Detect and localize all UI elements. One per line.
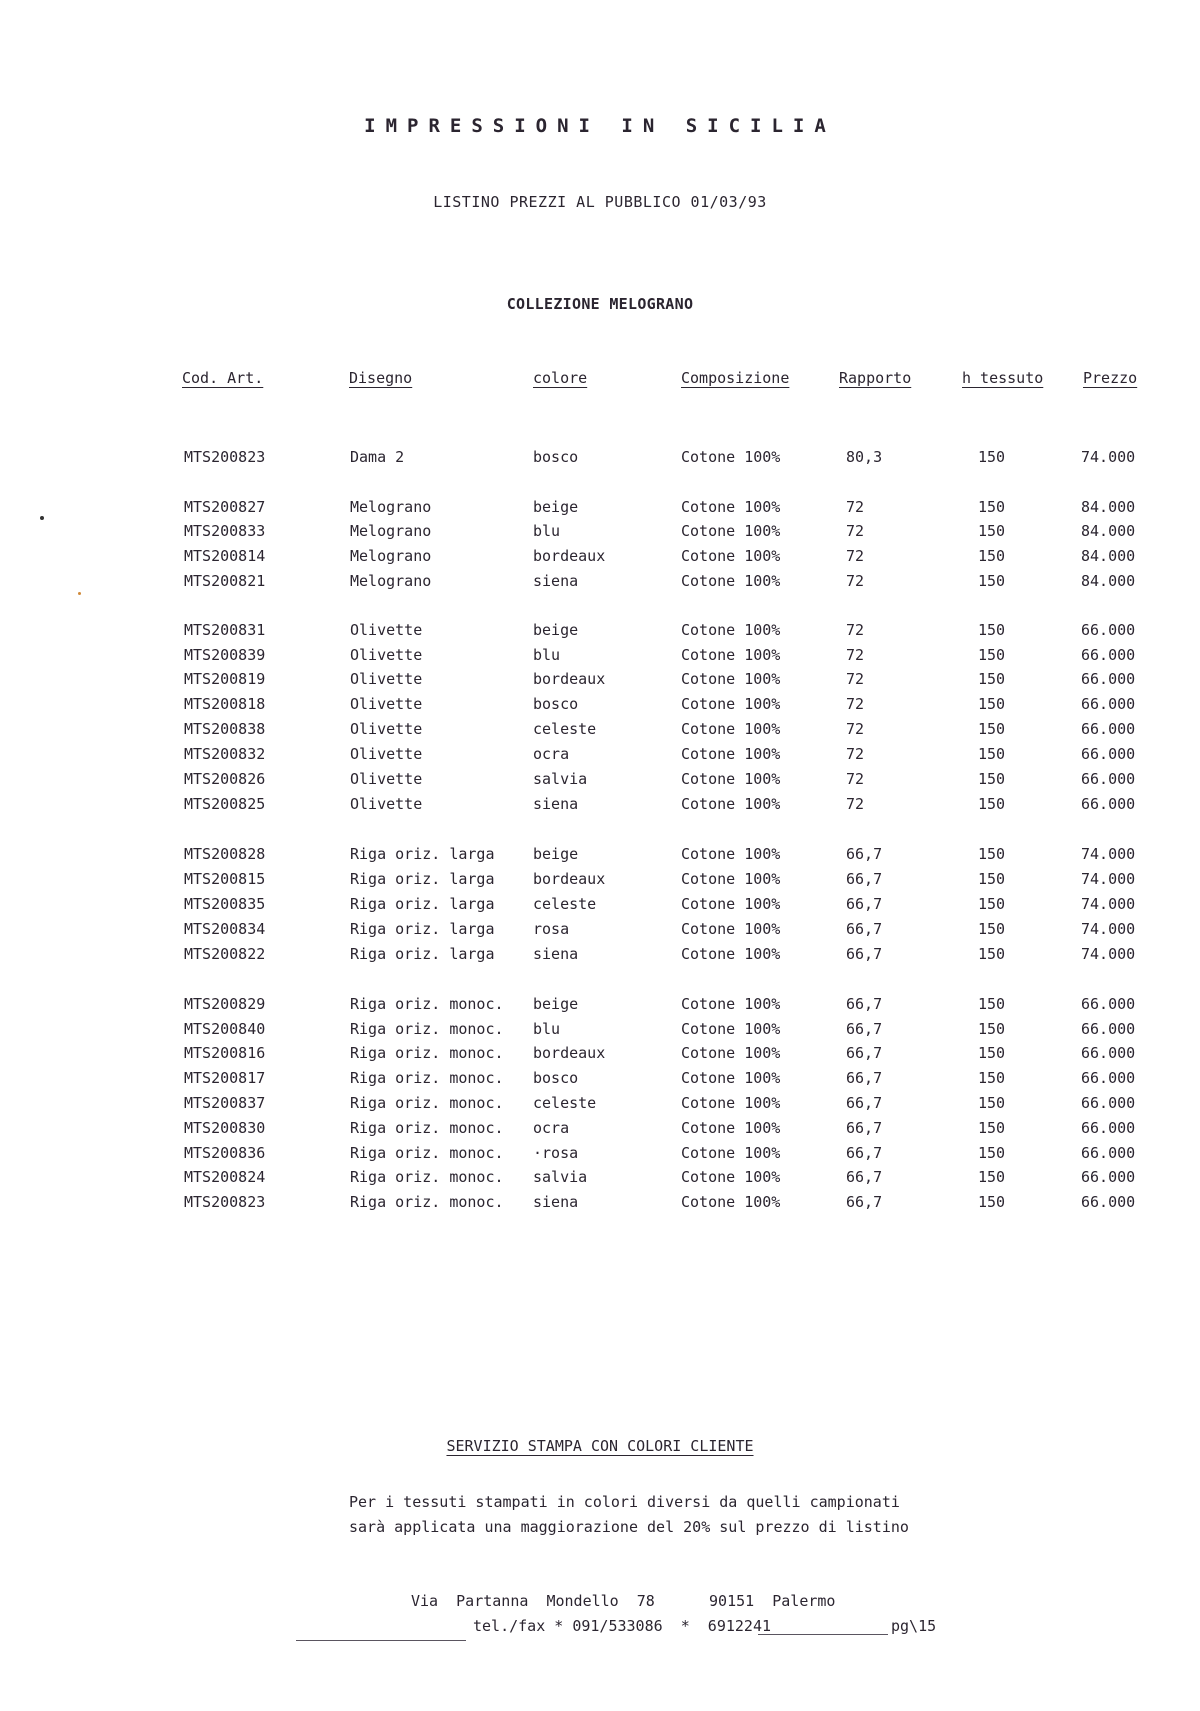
- fabric-height: 150: [978, 1094, 1006, 1112]
- article-code: MTS200824: [184, 1168, 266, 1186]
- table-row: [0, 795, 1200, 817]
- fabric-height: 150: [978, 920, 1006, 938]
- color-name: ocra: [533, 1119, 570, 1137]
- article-code: MTS200814: [184, 547, 266, 565]
- color-name: blu: [533, 522, 561, 540]
- composition: Cotone 100%: [681, 1168, 781, 1186]
- color-name: ocra: [533, 745, 570, 763]
- color-name: bordeaux: [533, 1044, 606, 1062]
- price-value: 74.000: [1081, 920, 1136, 938]
- design-name: Riga oriz. larga: [350, 870, 495, 888]
- price-value: 66.000: [1081, 995, 1136, 1013]
- column-header-repeat: Rapporto: [839, 369, 912, 387]
- document-title: IMPRESSIONI IN SICILIA: [364, 115, 836, 137]
- composition: Cotone 100%: [681, 770, 781, 788]
- color-name: celeste: [533, 895, 597, 913]
- design-name: Melograno: [350, 498, 432, 516]
- fabric-height: 150: [978, 547, 1006, 565]
- repeat-value: 66,7: [846, 895, 883, 913]
- article-code: MTS200831: [184, 621, 266, 639]
- repeat-value: 66,7: [846, 1144, 883, 1162]
- fabric-height: 150: [978, 646, 1006, 664]
- table-row: [0, 1119, 1200, 1141]
- composition: Cotone 100%: [681, 745, 781, 763]
- article-code: MTS200838: [184, 720, 266, 738]
- table-row: [0, 522, 1200, 544]
- table-row: [0, 1020, 1200, 1042]
- article-code: MTS200827: [184, 498, 266, 516]
- composition: Cotone 100%: [681, 870, 781, 888]
- repeat-value: 66,7: [846, 1193, 883, 1211]
- repeat-value: 66,7: [846, 1020, 883, 1038]
- price-value: 66.000: [1081, 646, 1136, 664]
- table-row: [0, 1168, 1200, 1190]
- price-value: 66.000: [1081, 1044, 1136, 1062]
- composition: Cotone 100%: [681, 895, 781, 913]
- repeat-value: 66,7: [846, 1119, 883, 1137]
- composition: Cotone 100%: [681, 1193, 781, 1211]
- repeat-value: 72: [846, 572, 865, 590]
- table-row: [0, 945, 1200, 967]
- repeat-value: 66,7: [846, 845, 883, 863]
- fabric-height: 150: [978, 745, 1006, 763]
- color-name: beige: [533, 498, 579, 516]
- table-row: [0, 695, 1200, 717]
- composition: Cotone 100%: [681, 720, 781, 738]
- color-name: blu: [533, 1020, 561, 1038]
- fabric-height: 150: [978, 845, 1006, 863]
- design-name: Olivette: [350, 795, 423, 813]
- article-code: MTS200823: [184, 1193, 266, 1211]
- composition: Cotone 100%: [681, 1044, 781, 1062]
- fabric-height: 150: [978, 498, 1006, 516]
- repeat-value: 72: [846, 670, 865, 688]
- color-name: bosco: [533, 1069, 579, 1087]
- article-code: MTS200823: [184, 448, 266, 466]
- design-name: Riga oriz. monoc.: [350, 1044, 504, 1062]
- price-value: 84.000: [1081, 572, 1136, 590]
- color-name: beige: [533, 621, 579, 639]
- fabric-height: 150: [978, 945, 1006, 963]
- design-name: Melograno: [350, 572, 432, 590]
- design-name: Olivette: [350, 670, 423, 688]
- price-value: 66.000: [1081, 621, 1136, 639]
- article-code: MTS200832: [184, 745, 266, 763]
- color-name: siena: [533, 572, 579, 590]
- repeat-value: 66,7: [846, 945, 883, 963]
- repeat-value: 72: [846, 745, 865, 763]
- price-value: 66.000: [1081, 1020, 1136, 1038]
- composition: Cotone 100%: [681, 995, 781, 1013]
- article-code: MTS200836: [184, 1144, 266, 1162]
- design-name: Riga oriz. monoc.: [350, 1144, 504, 1162]
- article-code: MTS200817: [184, 1069, 266, 1087]
- design-name: Riga oriz. monoc.: [350, 1168, 504, 1186]
- color-name: beige: [533, 845, 579, 863]
- repeat-value: 66,7: [846, 1069, 883, 1087]
- composition: Cotone 100%: [681, 1020, 781, 1038]
- composition: Cotone 100%: [681, 522, 781, 540]
- repeat-value: 66,7: [846, 995, 883, 1013]
- price-value: 66.000: [1081, 1119, 1136, 1137]
- color-name: blu: [533, 646, 561, 664]
- table-row: [0, 920, 1200, 942]
- fabric-height: 150: [978, 1044, 1006, 1062]
- color-name: bosco: [533, 448, 579, 466]
- table-row: [0, 1193, 1200, 1215]
- design-name: Riga oriz. monoc.: [350, 1020, 504, 1038]
- color-name: beige: [533, 995, 579, 1013]
- price-value: 84.000: [1081, 522, 1136, 540]
- repeat-value: 72: [846, 795, 865, 813]
- column-header-price: Prezzo: [1083, 369, 1138, 387]
- fabric-height: 150: [978, 895, 1006, 913]
- fabric-height: 150: [978, 720, 1006, 738]
- design-name: Riga oriz. larga: [350, 945, 495, 963]
- footer-rule-right: [758, 1634, 888, 1635]
- composition: Cotone 100%: [681, 1094, 781, 1112]
- design-name: Olivette: [350, 720, 423, 738]
- repeat-value: 72: [846, 522, 865, 540]
- fabric-height: 150: [978, 870, 1006, 888]
- design-name: Riga oriz. larga: [350, 920, 495, 938]
- design-name: Riga oriz. monoc.: [350, 1069, 504, 1087]
- color-name: celeste: [533, 1094, 597, 1112]
- design-name: Olivette: [350, 695, 423, 713]
- design-name: Riga oriz. larga: [350, 895, 495, 913]
- article-code: MTS200818: [184, 695, 266, 713]
- design-name: Olivette: [350, 770, 423, 788]
- design-name: Riga oriz. monoc.: [350, 1193, 504, 1211]
- color-name: salvia: [533, 1168, 588, 1186]
- article-code: MTS200833: [184, 522, 266, 540]
- table-row: [0, 745, 1200, 767]
- design-name: Riga oriz. monoc.: [350, 1094, 504, 1112]
- table-row: [0, 621, 1200, 643]
- footer-rule-left: [296, 1640, 466, 1641]
- service-text-line-1: Per i tessuti stampati in colori diversi da quelli campionati: [349, 1493, 900, 1511]
- composition: Cotone 100%: [681, 646, 781, 664]
- price-value: 74.000: [1081, 845, 1136, 863]
- composition: Cotone 100%: [681, 670, 781, 688]
- table-row: [0, 770, 1200, 792]
- design-name: Riga oriz. monoc.: [350, 1119, 504, 1137]
- price-value: 66.000: [1081, 1094, 1136, 1112]
- color-name: siena: [533, 795, 579, 813]
- repeat-value: 66,7: [846, 1168, 883, 1186]
- fabric-height: 150: [978, 1119, 1006, 1137]
- table-row: [0, 572, 1200, 594]
- repeat-value: 66,7: [846, 1044, 883, 1062]
- fabric-height: 150: [978, 770, 1006, 788]
- color-name: celeste: [533, 720, 597, 738]
- composition: Cotone 100%: [681, 795, 781, 813]
- repeat-value: 72: [846, 695, 865, 713]
- composition: Cotone 100%: [681, 547, 781, 565]
- color-name: salvia: [533, 770, 588, 788]
- collection-heading: COLLEZIONE MELOGRANO: [506, 295, 694, 313]
- composition: Cotone 100%: [681, 572, 781, 590]
- article-code: MTS200839: [184, 646, 266, 664]
- table-row: [0, 547, 1200, 569]
- table-row: [0, 995, 1200, 1017]
- price-value: 84.000: [1081, 498, 1136, 516]
- repeat-value: 72: [846, 720, 865, 738]
- column-header-color: colore: [533, 369, 588, 387]
- article-code: MTS200828: [184, 845, 266, 863]
- design-name: Olivette: [350, 621, 423, 639]
- color-name: bordeaux: [533, 670, 606, 688]
- design-name: Dama 2: [350, 448, 405, 466]
- design-name: Riga oriz. larga: [350, 845, 495, 863]
- price-value: 66.000: [1081, 745, 1136, 763]
- design-name: Olivette: [350, 745, 423, 763]
- price-value: 66.000: [1081, 1144, 1136, 1162]
- fabric-height: 150: [978, 1168, 1006, 1186]
- fabric-height: 150: [978, 1069, 1006, 1087]
- table-row: [0, 448, 1200, 470]
- column-header-height: h tessuto: [962, 369, 1044, 387]
- repeat-value: 80,3: [846, 448, 883, 466]
- article-code: MTS200829: [184, 995, 266, 1013]
- price-value: 74.000: [1081, 945, 1136, 963]
- fabric-height: 150: [978, 995, 1006, 1013]
- design-name: Riga oriz. monoc.: [350, 995, 504, 1013]
- price-value: 66.000: [1081, 1168, 1136, 1186]
- price-value: 74.000: [1081, 448, 1136, 466]
- price-value: 84.000: [1081, 547, 1136, 565]
- composition: Cotone 100%: [681, 945, 781, 963]
- price-value: 66.000: [1081, 720, 1136, 738]
- article-code: MTS200826: [184, 770, 266, 788]
- fabric-height: 150: [978, 1193, 1006, 1211]
- price-value: 66.000: [1081, 670, 1136, 688]
- composition: Cotone 100%: [681, 498, 781, 516]
- price-list-subtitle: LISTINO PREZZI AL PUBBLICO 01/03/93: [433, 193, 767, 211]
- color-name: bosco: [533, 695, 579, 713]
- article-code: MTS200834: [184, 920, 266, 938]
- repeat-value: 66,7: [846, 870, 883, 888]
- composition: Cotone 100%: [681, 448, 781, 466]
- service-title: SERVIZIO STAMPA CON COLORI CLIENTE: [446, 1437, 754, 1455]
- fabric-height: 150: [978, 670, 1006, 688]
- table-row: [0, 646, 1200, 668]
- table-row: [0, 895, 1200, 917]
- repeat-value: 72: [846, 621, 865, 639]
- scan-speck: [78, 592, 81, 595]
- table-row: [0, 1069, 1200, 1091]
- price-value: 66.000: [1081, 770, 1136, 788]
- fabric-height: 150: [978, 695, 1006, 713]
- footer-address: Via Partanna Mondello 78 90151 Palermo: [411, 1592, 836, 1610]
- table-row: [0, 670, 1200, 692]
- article-code: MTS200822: [184, 945, 266, 963]
- fabric-height: 150: [978, 572, 1006, 590]
- footer-phone: tel./fax * 091/533086 * 6912241: [473, 1617, 772, 1635]
- repeat-value: 72: [846, 547, 865, 565]
- color-name: bordeaux: [533, 547, 606, 565]
- color-name: siena: [533, 945, 579, 963]
- table-row: [0, 845, 1200, 867]
- column-header-code: Cod. Art.: [182, 369, 264, 387]
- price-value: 66.000: [1081, 1193, 1136, 1211]
- article-code: MTS200825: [184, 795, 266, 813]
- article-code: MTS200835: [184, 895, 266, 913]
- price-value: 66.000: [1081, 1069, 1136, 1087]
- composition: Cotone 100%: [681, 1069, 781, 1087]
- design-name: Olivette: [350, 646, 423, 664]
- price-value: 66.000: [1081, 695, 1136, 713]
- table-row: [0, 720, 1200, 742]
- repeat-value: 66,7: [846, 1094, 883, 1112]
- fabric-height: 150: [978, 795, 1006, 813]
- table-row: [0, 498, 1200, 520]
- article-code: MTS200819: [184, 670, 266, 688]
- price-value: 74.000: [1081, 895, 1136, 913]
- color-name: rosa: [533, 920, 570, 938]
- fabric-height: 150: [978, 1020, 1006, 1038]
- column-header-composition: Composizione: [681, 369, 790, 387]
- design-name: Melograno: [350, 522, 432, 540]
- color-name: bordeaux: [533, 870, 606, 888]
- price-value: 66.000: [1081, 795, 1136, 813]
- article-code: MTS200840: [184, 1020, 266, 1038]
- table-row: [0, 1044, 1200, 1066]
- service-text-line-2: sarà applicata una maggiorazione del 20% sul prezzo di listino: [349, 1518, 909, 1536]
- article-code: MTS200821: [184, 572, 266, 590]
- scan-speck: [40, 516, 44, 520]
- repeat-value: 72: [846, 646, 865, 664]
- footer-page-number: pg\15: [891, 1617, 937, 1635]
- color-name: ·rosa: [533, 1144, 579, 1162]
- fabric-height: 150: [978, 522, 1006, 540]
- repeat-value: 66,7: [846, 920, 883, 938]
- composition: Cotone 100%: [681, 621, 781, 639]
- table-row: [0, 870, 1200, 892]
- article-code: MTS200816: [184, 1044, 266, 1062]
- article-code: MTS200830: [184, 1119, 266, 1137]
- repeat-value: 72: [846, 770, 865, 788]
- fabric-height: 150: [978, 621, 1006, 639]
- article-code: MTS200815: [184, 870, 266, 888]
- fabric-height: 150: [978, 1144, 1006, 1162]
- composition: Cotone 100%: [681, 1144, 781, 1162]
- article-code: MTS200837: [184, 1094, 266, 1112]
- price-value: 74.000: [1081, 870, 1136, 888]
- composition: Cotone 100%: [681, 845, 781, 863]
- composition: Cotone 100%: [681, 695, 781, 713]
- composition: Cotone 100%: [681, 920, 781, 938]
- column-header-design: Disegno: [349, 369, 413, 387]
- design-name: Melograno: [350, 547, 432, 565]
- table-row: [0, 1144, 1200, 1166]
- composition: Cotone 100%: [681, 1119, 781, 1137]
- repeat-value: 72: [846, 498, 865, 516]
- color-name: siena: [533, 1193, 579, 1211]
- fabric-height: 150: [978, 448, 1006, 466]
- table-row: [0, 1094, 1200, 1116]
